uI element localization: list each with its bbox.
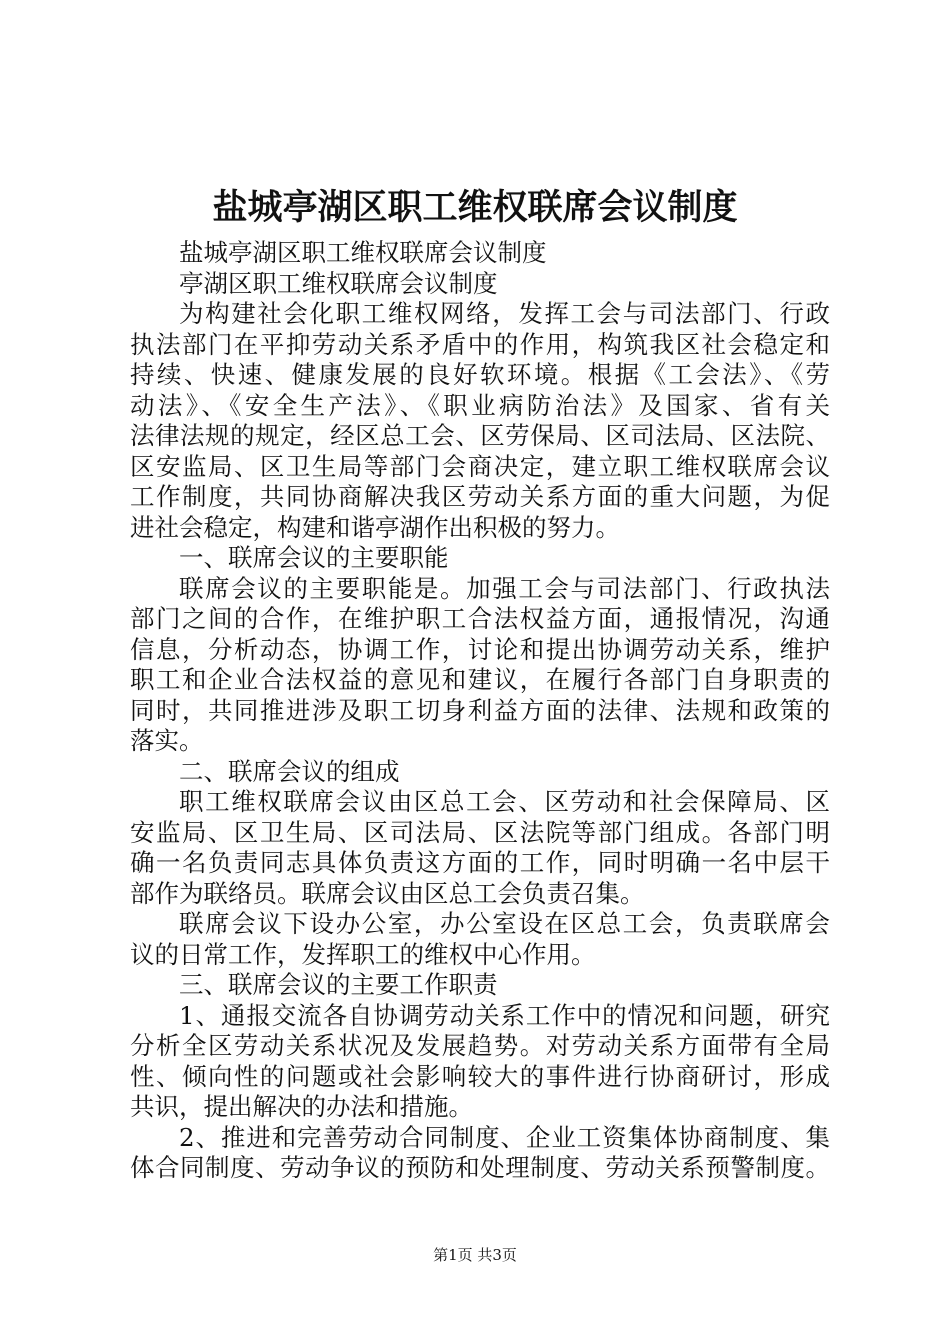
text-line: 落实。 — [130, 726, 204, 755]
text-line: 2、推进和完善劳动合同制度、企业工资集体协商制度、集 — [179, 1122, 830, 1152]
text-line: 议的日常工作，发挥职工的维权中心作用。 — [130, 939, 596, 969]
text-line: 工作制度，共同协商解决我区劳动关系方面的重大问题，为促 — [130, 482, 830, 511]
text-line: 1、通报交流各自协调劳动关系工作中的情况和问题，研究 — [179, 1000, 830, 1030]
document-body — [130, 238, 830, 1184]
text-line: 法律法规的规定，经区总工会、区劳保局、区司法局、区法院、 — [130, 421, 830, 450]
text-line: 同时，共同推进涉及职工切身利益方面的法律、法规和政策的 — [130, 695, 830, 725]
text-line: 联席会议下设办公室，办公室设在区总工会，负责联席会 — [179, 909, 830, 938]
text-line: 体合同制度、劳动争议的预防和处理制度、劳动关系预警制度。 — [130, 1153, 830, 1182]
text-line: 职工维权联席会议由区总工会、区劳动和社会保障局、区 — [179, 787, 830, 816]
text-line: 职工和企业合法权益的意见和建议，在履行各部门自身职责的 — [130, 665, 830, 694]
text-line: 二、联席会议的组成 — [179, 756, 400, 786]
text-line: 安监局、区卫生局、区司法局、区法院等部门组成。各部门明 — [130, 817, 830, 847]
text-line: 区安监局、区卫生局等部门会商决定，建立职工维权联席会议 — [130, 451, 830, 481]
text-line: 联席会议的主要职能是。加强工会与司法部门、行政执法 — [179, 573, 830, 603]
text-line: 执法部门在平抑劳动关系矛盾中的作用，构筑我区社会稳定和 — [130, 329, 830, 359]
text-line: 为构建社会化职工维权网络，发挥工会与司法部门、行政 — [179, 299, 830, 328]
page-footer: 第1页 共3页 — [433, 1246, 517, 1264]
text-line: 进社会稳定，构建和谐亭湖作出积极的努力。 — [130, 512, 620, 542]
text-line: 确一名负责同志具体负责这方面的工作，同时明确一名中层干 — [130, 848, 830, 877]
text-line: 三、联席会议的主要工作职责 — [179, 970, 498, 999]
text-line: 持续、快速、健康发展的良好软环境。根据《工会法》、《劳 — [130, 360, 830, 389]
text-line: 盐城亭湖区职工维权联席会议制度 — [179, 238, 547, 267]
text-line: 动法》、《安全生产法》、《职业病防治法》及国家、省有关 — [130, 390, 830, 420]
text-line: 分析全区劳动关系状况及发展趋势。对劳动关系方面带有全局 — [130, 1031, 830, 1060]
document-title: 盐城亭湖区职工维权联席会议制度 — [212, 187, 738, 228]
text-line: 亭湖区职工维权联席会议制度 — [179, 268, 498, 298]
text-line: 性、倾向性的问题或社会影响较大的事件进行协商研讨，形成 — [130, 1061, 830, 1091]
text-line: 共识，提出解决的办法和措施。 — [130, 1092, 473, 1121]
text-line: 一、联席会议的主要职能 — [179, 543, 449, 572]
text-line: 信息，分析动态，协调工作，讨论和提出协调劳动关系，维护 — [130, 634, 830, 664]
text-line: 部作为联络员。联席会议由区总工会负责召集。 — [130, 878, 645, 908]
text-line: 部门之间的合作，在维护职工合法权益方面，通报情况，沟通 — [130, 604, 830, 633]
